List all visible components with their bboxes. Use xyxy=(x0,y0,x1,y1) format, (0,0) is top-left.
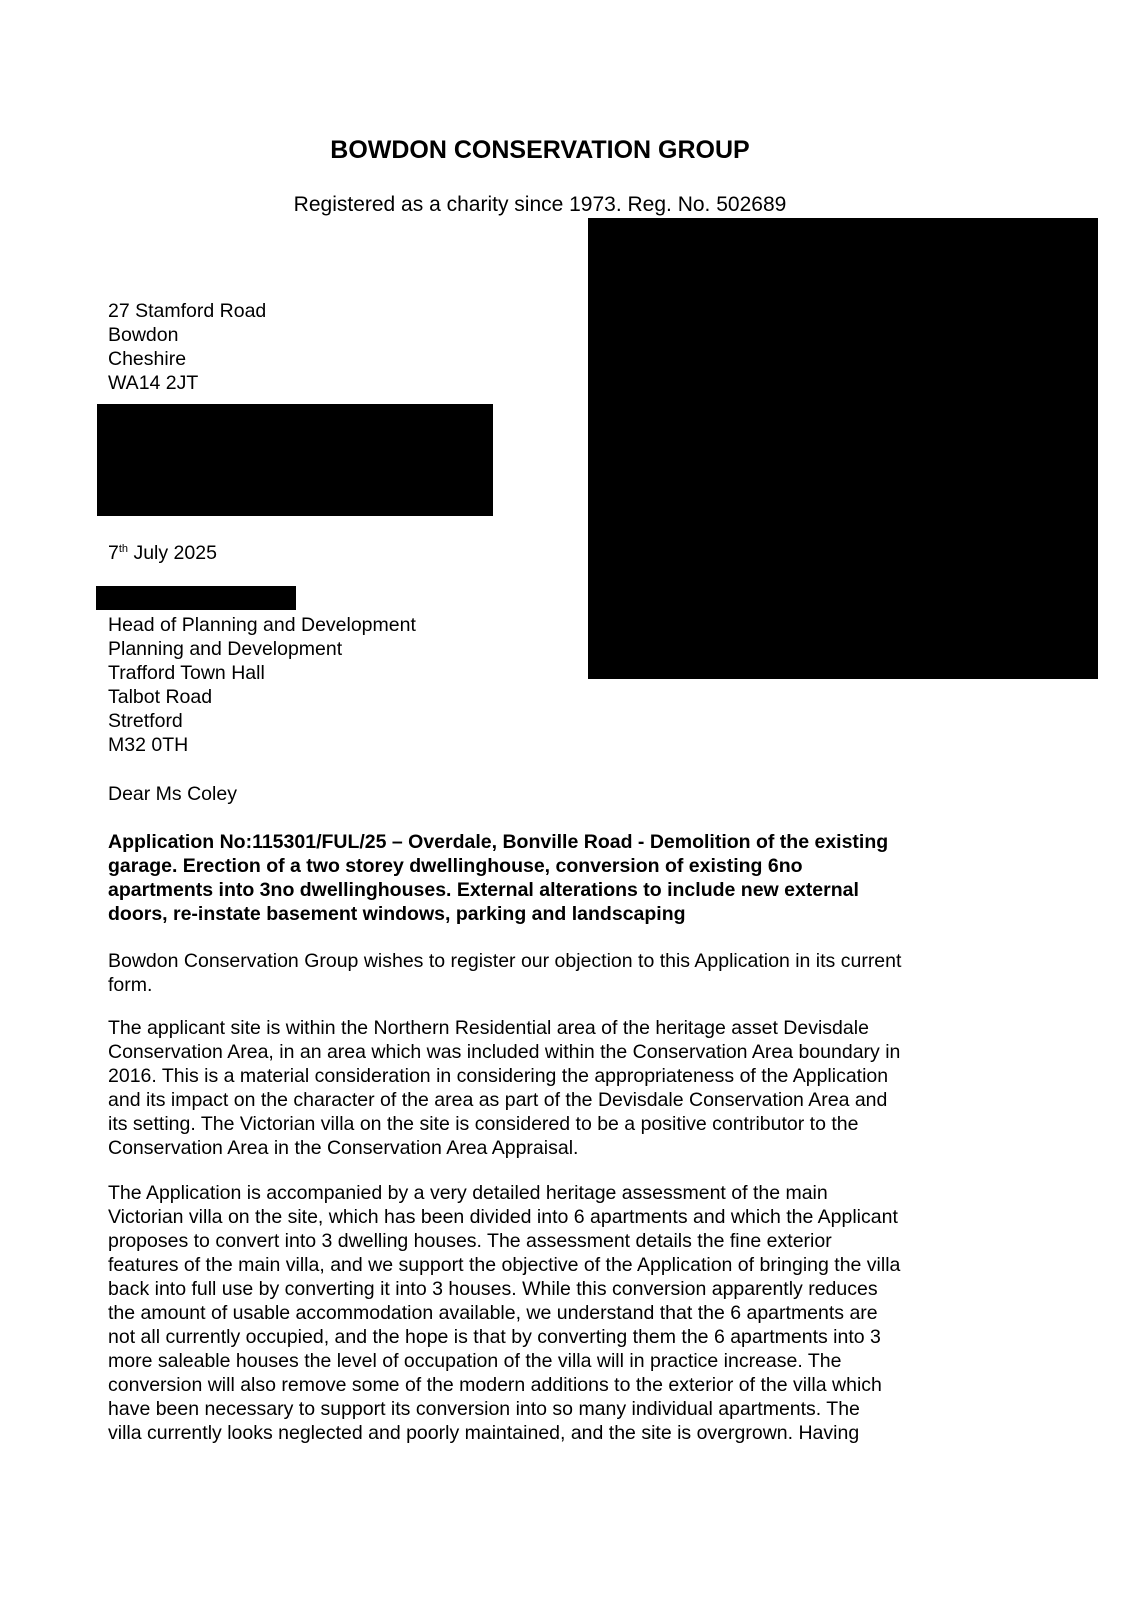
paragraph-line: features of the main villa, and we support the objective of the Application of bringing the villa xyxy=(108,1254,901,1276)
subject-line: doors, re-instate basement windows, parking and landscaping xyxy=(108,903,686,925)
body-paragraph xyxy=(108,1181,968,1445)
paragraph-line: 2016. This is a material consideration in considering the appropriateness of the Application xyxy=(108,1065,889,1087)
sender-address xyxy=(108,299,266,395)
registration-line: Registered as a charity since 1973. Reg. No. 502689 xyxy=(293,193,787,216)
address-line: Bowdon xyxy=(108,324,179,346)
paragraph-line: have been necessary to support its conversion into so many individual apartments. The xyxy=(108,1398,860,1420)
paragraph-line: the amount of usable accommodation available, we understand that the 6 apartments are xyxy=(108,1302,878,1324)
paragraph-line: The Application is accompanied by a very detailed heritage assessment of the main xyxy=(108,1182,828,1204)
address-line: Planning and Development xyxy=(108,638,343,660)
subject-heading xyxy=(108,830,968,926)
paragraph-line: not all currently occupied, and the hope is that by converting them the 6 apartments into 3 xyxy=(108,1326,881,1348)
paragraph-line: its setting. The Victorian villa on the site is considered to be a positive contributor to the xyxy=(108,1113,859,1135)
body-paragraph xyxy=(108,1016,968,1160)
address-line: Cheshire xyxy=(108,348,187,370)
date-suffix: th xyxy=(118,543,129,555)
redaction-block xyxy=(588,218,1098,679)
subject-line: Application No:115301/FUL/25 – Overdale, Bonville Road - Demolition of the existing xyxy=(108,831,889,853)
paragraph-line: and its impact on the character of the area as part of the Devisdale Conservation Area and xyxy=(108,1089,888,1111)
date-day: 7 xyxy=(108,542,119,564)
paragraph-line: more saleable houses the level of occupation of the villa will in practice increase. The xyxy=(108,1350,842,1372)
body-paragraph xyxy=(108,949,968,997)
subject-line: garage. Erection of a two storey dwellinghouse, conversion of existing 6no xyxy=(108,855,803,877)
redaction-block xyxy=(96,586,296,610)
paragraph-line: Conservation Area in the Conservation Area Appraisal. xyxy=(108,1137,579,1159)
address-line: 27 Stamford Road xyxy=(108,300,267,322)
paragraph-line: back into full use by converting it into 3 houses. While this conversion apparently reduces xyxy=(108,1278,878,1300)
paragraph-line: Victorian villa on the site, which has been divided into 6 apartments and which the Applicant xyxy=(108,1206,898,1228)
paragraph-line: The applicant site is within the Northern Residential area of the heritage asset Devisdale xyxy=(108,1017,869,1039)
subject-line: apartments into 3no dwellinghouses. External alterations to include new external xyxy=(108,879,859,901)
address-line: M32 0TH xyxy=(108,734,189,756)
date-rest: July 2025 xyxy=(128,542,217,564)
address-line: Stretford xyxy=(108,710,183,732)
paragraph-line: form. xyxy=(108,974,153,996)
org-name: BOWDON CONSERVATION GROUP xyxy=(330,136,750,164)
paragraph-line: conversion will also remove some of the modern additions to the exterior of the villa which xyxy=(108,1374,882,1396)
address-line: WA14 2JT xyxy=(108,372,199,394)
address-line: Trafford Town Hall xyxy=(108,662,265,684)
letter-date xyxy=(108,541,217,565)
address-line: Talbot Road xyxy=(108,686,213,708)
salutation: Dear Ms Coley xyxy=(108,783,237,805)
recipient-address xyxy=(108,613,416,757)
paragraph-line: Bowdon Conservation Group wishes to register our objection to this Application in its current xyxy=(108,950,902,972)
paragraph-line: villa currently looks neglected and poorly maintained, and the site is overgrown. Having xyxy=(108,1422,860,1444)
paragraph-line: proposes to convert into 3 dwelling houses. The assessment details the fine exterior xyxy=(108,1230,832,1252)
address-line: Head of Planning and Development xyxy=(108,614,416,636)
redaction-block xyxy=(97,404,493,516)
paragraph-line: Conservation Area, in an area which was included within the Conservation Area boundary in xyxy=(108,1041,901,1063)
